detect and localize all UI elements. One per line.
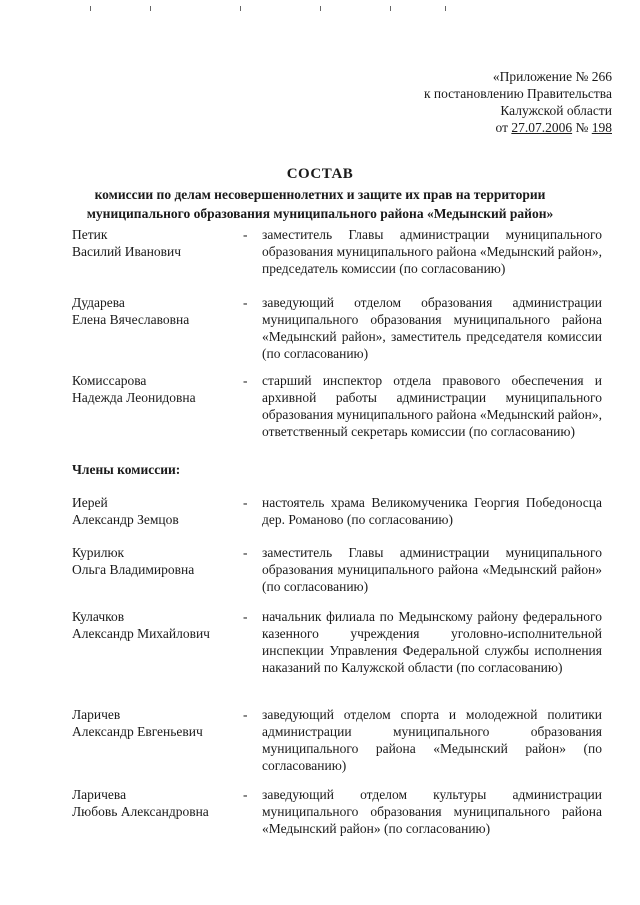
scan-marks	[90, 6, 450, 12]
dash: -	[243, 295, 248, 310]
dash: -	[243, 495, 248, 510]
given-names: Василий Иванович	[72, 244, 182, 259]
appendix-number: 198	[591, 120, 612, 135]
given-names: Любовь Александровна	[72, 804, 209, 819]
appendix-from: от	[495, 120, 512, 135]
appendix-header	[424, 68, 612, 136]
dash: -	[243, 609, 248, 624]
appendix-date: 27.07.2006	[511, 120, 573, 135]
given-names: Ольга Владимировна	[72, 562, 195, 577]
role-description: заместитель Главы администрации муниципального образования муниципального района «Медынский район», председатель комиссии (по согласованию)	[262, 227, 602, 276]
person-name	[72, 544, 242, 578]
person-name	[72, 372, 242, 406]
dash: -	[243, 787, 248, 802]
role-description: начальник филиала по Медынскому району федерального казенного учреждения уголовно-исполнительной инспекции Управления Федеральной службы исполнения наказаний по Калужской области (по согласованию)	[262, 609, 602, 675]
appendix-line-4	[424, 119, 612, 136]
title-block	[0, 164, 640, 222]
role-description: заведующий отделом культуры администрации муниципального образования муниципального района «Медынский район» (по согласованию)	[262, 787, 602, 836]
person-name	[72, 608, 242, 642]
appendix-line-1: «Приложение № 266	[492, 69, 612, 84]
person-name	[72, 226, 242, 260]
person-name	[72, 494, 242, 528]
surname: Дударева	[72, 295, 125, 310]
dash: -	[243, 707, 248, 722]
surname: Петик	[72, 227, 108, 242]
given-names: Александр Земцов	[72, 512, 179, 527]
surname: Курилюк	[72, 545, 125, 560]
surname: Ларичева	[72, 787, 127, 802]
dash: -	[243, 227, 248, 242]
members-heading: Члены комиссии:	[72, 462, 181, 477]
given-names: Надежда Леонидовна	[72, 390, 196, 405]
appendix-line-2: к постановлению Правительства	[423, 86, 612, 101]
person-name	[72, 706, 242, 740]
subtitle-line-2: муниципального образования муниципального района «Медынский район»	[86, 206, 554, 221]
subtitle-line-1: комиссии по делам несовершеннолетних и защите их прав на территории	[94, 187, 546, 202]
surname: Ларичев	[72, 707, 121, 722]
document-title: СОСТАВ	[286, 166, 354, 182]
given-names: Александр Михайлович	[72, 626, 210, 641]
role-description: заведующий отделом образования администрации муниципального образования муниципального района «Медынский район», заместитель председателя комиссии (по согласованию)	[262, 295, 602, 361]
dash: -	[243, 373, 248, 388]
appendix-line-3: Калужской области	[500, 103, 612, 118]
role-description: старший инспектор отдела правового обеспечения и архивной работы администрации муниципального образования муниципального района «Медынский район», ответственный секретарь комиссии (по согласованию)	[262, 373, 602, 439]
person-name	[72, 786, 242, 820]
appendix-number-sign: №	[572, 120, 592, 135]
role-description: настоятель храма Великомученика Георгия Победоносца дер. Романово (по согласованию)	[262, 495, 602, 527]
given-names: Александр Евгеньевич	[72, 724, 203, 739]
role-description: заместитель Главы администрации муниципального образования муниципального района «Медынский район» (по согласованию)	[262, 545, 602, 594]
given-names: Елена Вячеславовна	[72, 312, 190, 327]
role-description: заведующий отделом спорта и молодежной политики администрации муниципального образования муниципального района «Медынский район» (по согласованию)	[262, 707, 602, 773]
surname: Комиссарова	[72, 373, 147, 388]
surname: Иерей	[72, 495, 108, 510]
dash: -	[243, 545, 248, 560]
person-name	[72, 294, 242, 328]
surname: Кулачков	[72, 609, 125, 624]
